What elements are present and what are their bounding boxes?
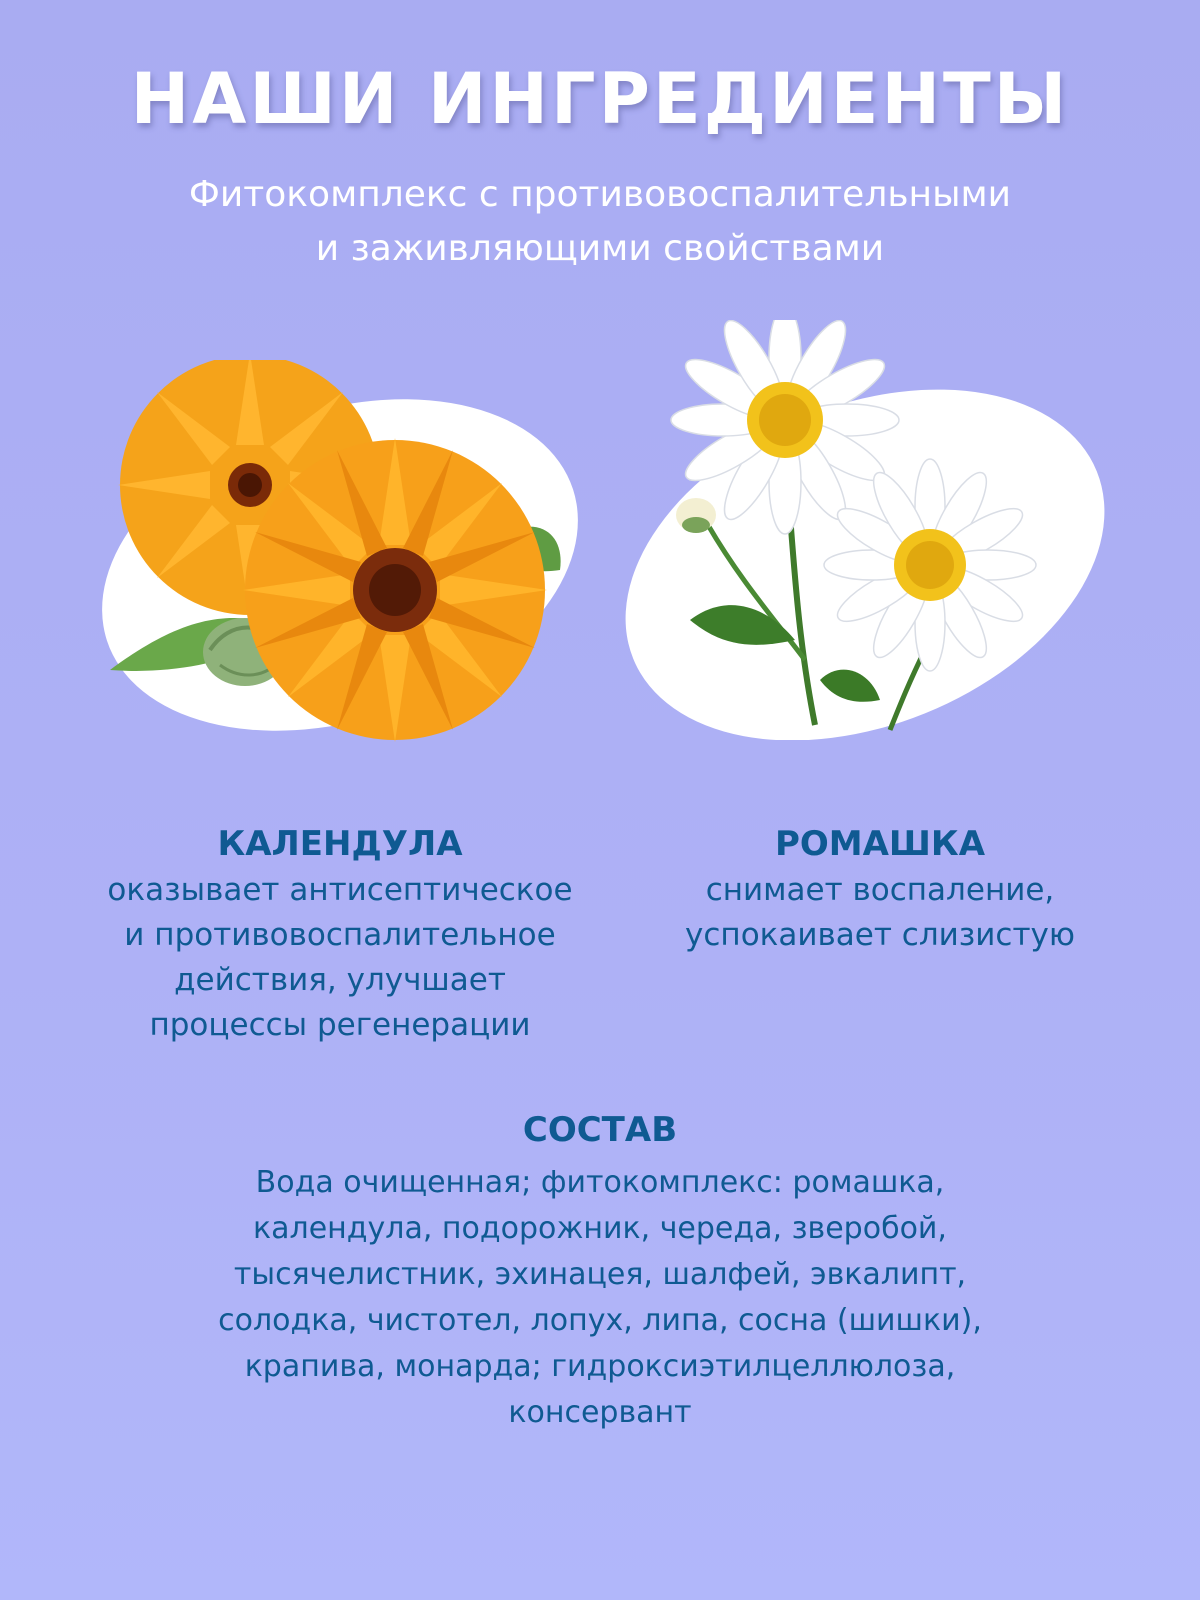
composition-line: Вода очищенная; фитокомплекс: ромашка, — [255, 1165, 945, 1200]
subtitle-line: Фитокомплекс с противовоспалительными — [188, 174, 1012, 215]
desc-line: действия, улучшает — [174, 962, 506, 998]
desc-line: снимает воспаление, — [705, 872, 1055, 908]
desc-line: и противовоспалительное — [124, 917, 556, 953]
calendula-description — [40, 820, 640, 1048]
desc-line: процессы регенерации — [149, 1007, 531, 1043]
composition-line: тысячелистник, эхинацея, шалфей, эвкалипт, — [233, 1257, 967, 1292]
chamomile-description — [600, 820, 1160, 958]
desc-line: успокаивает слизистую — [685, 917, 1075, 953]
composition-text — [0, 1160, 1200, 1436]
calendula-image — [70, 360, 590, 750]
page-title: НАШИ ИНГРЕДИЕНТЫ — [130, 58, 1070, 140]
desc-line: оказывает антисептическое — [107, 872, 573, 908]
composition-line: консервант — [508, 1395, 692, 1430]
composition-title: СОСТАВ — [522, 1110, 678, 1150]
ingredient-name: РОМАШКА — [774, 824, 986, 864]
composition-line: календула, подорожник, череда, зверобой, — [253, 1211, 947, 1246]
composition-line: крапива, монарда; гидроксиэтилцеллюлоза, — [244, 1349, 956, 1384]
ingredient-name: КАЛЕНДУЛА — [217, 824, 463, 864]
ingredient-desc — [600, 868, 1160, 958]
composition-line: солодка, чистотел, лопух, липа, сосна (шишки), — [218, 1303, 982, 1338]
page-subtitle — [0, 168, 1200, 276]
chamomile-image — [600, 320, 1120, 740]
ingredient-desc — [40, 868, 640, 1048]
subtitle-line: и заживляющими свойствами — [315, 228, 885, 269]
